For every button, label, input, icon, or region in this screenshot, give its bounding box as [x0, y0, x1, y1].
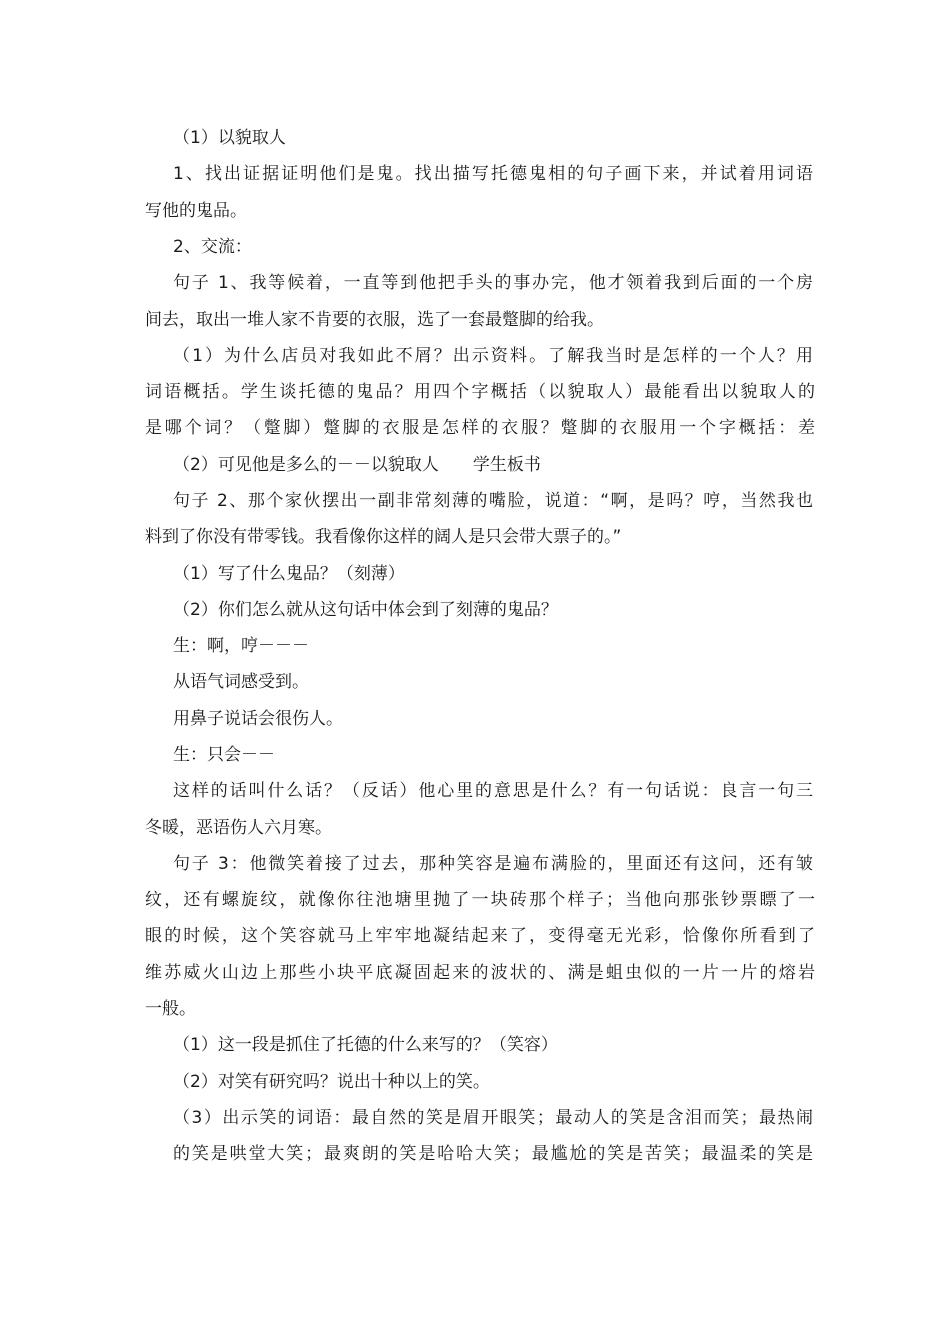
paragraph-line: （2）对笑有研究吗？说出十种以上的笑。	[173, 1072, 490, 1092]
paragraph-line: （1）为什么店员对我如此不屑？出示资料。了解我当时是怎样的一个人？用	[173, 346, 813, 366]
heading-1: （1）以貌取人	[173, 128, 286, 148]
paragraph-line: 1、找出证据证明他们是鬼。找出描写托德鬼相的句子画下来，并试着用词语	[173, 164, 813, 184]
paragraph-line: 句子 2、那个家伙摆出一副非常刻薄的嘴脸，说道：“啊，是吗？哼，当然我也	[173, 491, 813, 511]
paragraph-line: 是哪个词？（蹩脚）蹩脚的衣服是怎样的衣服？蹩脚的衣服用一个字概括：差	[145, 418, 815, 438]
paragraph-line: 句子 3：他微笑着接了过去，那种笑容是遍布满脸的，里面还有这问，还有皱	[173, 854, 813, 874]
paragraph-line: 从语气词感受到。	[173, 672, 309, 692]
paragraph-line: 眼的时候，这个笑容就马上牢牢地凝结起来了，变得毫无光彩，恰像你所看到了	[145, 926, 815, 946]
paragraph-line: 维苏威火山边上那些小块平底凝固起来的波状的、满是蛆虫似的一片一片的熔岩	[145, 963, 815, 983]
paragraph-line: 料到了你没有带零钱。我看像你这样的阔人是只会带大票子的。”	[145, 527, 622, 547]
paragraph-line: 2、交流：	[173, 237, 252, 257]
paragraph-line: 这样的话叫什么话？（反话）他心里的意思是什么？有一句话说：良言一句三	[173, 781, 813, 801]
paragraph-line: （2）你们怎么就从这句话中体会到了刻薄的鬼品？	[173, 600, 558, 620]
paragraph-line: （1）这一段是抓住了托德的什么来写的？（笑容）	[173, 1035, 558, 1055]
paragraph-line: 的笑是哄堂大笑；最爽朗的笑是哈哈大笑；最尴尬的笑是苦笑；最温柔的笑是	[173, 1144, 813, 1164]
paragraph-line: 写他的鬼品。	[145, 201, 247, 221]
paragraph-line: 纹，还有螺旋纹，就像你往池塘里抛了一块砖那个样子；当他向那张钞票瞟了一	[145, 890, 815, 910]
paragraph-line: 句子 1、我等候着，一直等到他把手头的事办完，他才领着我到后面的一个房	[173, 273, 813, 293]
paragraph-line: （2）可见他是多么的－－以貌取人 学生板书	[173, 455, 541, 475]
paragraph-line: （1）写了什么鬼品？（刻薄）	[173, 564, 405, 584]
paragraph-line: 生：只会－－	[173, 745, 275, 765]
paragraph-line: 一般。	[145, 999, 196, 1019]
paragraph-line: 词语概括。学生谈托德的鬼品？用四个字概括（以貌取人）最能看出以貌取人的	[145, 382, 815, 402]
paragraph-line: 间去，取出一堆人家不肯要的衣服，选了一套最蹩脚的给我。	[145, 310, 604, 330]
paragraph-line: 冬暖，恶语伤人六月寒。	[145, 818, 332, 838]
paragraph-line: （3）出示笑的词语：最自然的笑是眉开眼笑；最动人的笑是含泪而笑；最热闹	[173, 1108, 813, 1128]
paragraph-line: 用鼻子说话会很伤人。	[173, 709, 343, 729]
paragraph-line: 生：啊，哼－－－	[173, 636, 309, 656]
